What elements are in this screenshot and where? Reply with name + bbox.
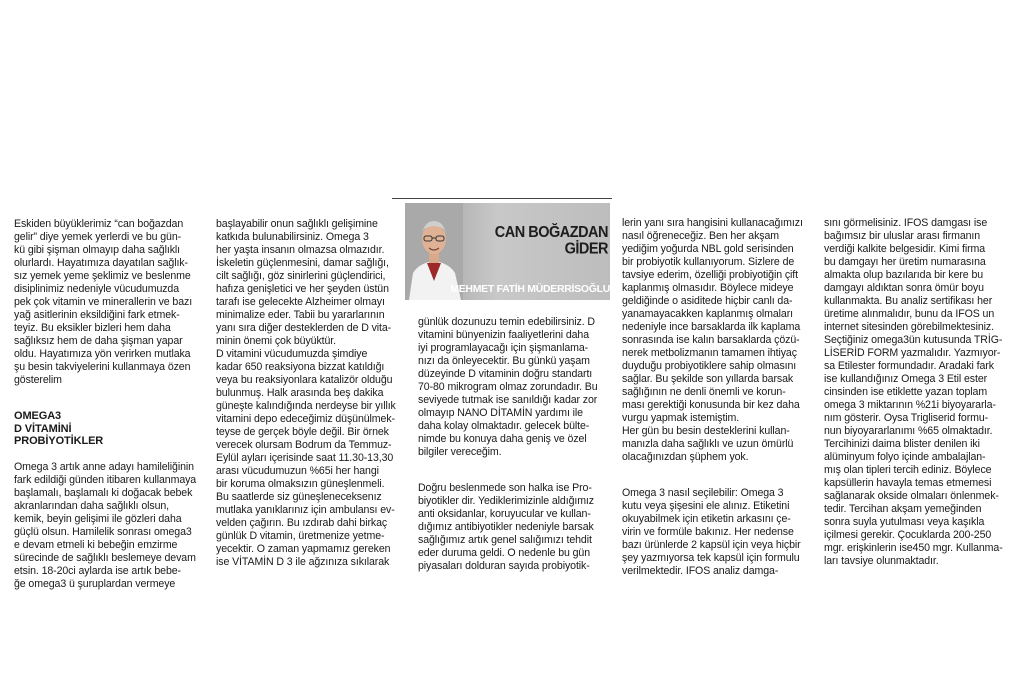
paragraph: başlayabilir onun sağlıklı gelişimine katkıda bulunabilirsiniz. Omega 3 her yaşta insanın olmazsa olmazıdır. İskeletin güçlenmesini, damar sağlığı, cilt sağlığı, göz sinirlerini güçlendirici, hafıza genişletici ve her şeyden üstün tarafı ise gelecekte Alzheimer olmayı minimalize eder. Tabii bu yararlarının yanı sıra diğer desteklerden de D vita- minin önemi çok büyüktür. D vitamini vücudumuzda şimdiye kadar 650 reaksiyona bizzat katıldığı veya bu reaksiyonlara katalizör olduğu bulunmuş. Halk arasında beş dakika güneşte kalındığında nerdeyse bir yıllık vitamini depo edeceğimiz düşünülmek- teyse de gerçek böyle değil. Bir örnek verecek olursam Bodrum da Temmuz- Eylül ayları içerisinde saat 11.30-13,30 arası vücudumuzun %65i her hangi bir koruma olmaksızın güneşlenmeli. Bu saatlerde siz güneşleneceksenız mutlaka yanıklarınız için ambulansı ev- velden çağırın. Bu ızdırab dahi birkaç günlük D vitamin, üretmenize yetme- yecektir. O zaman yapmamız gereken ise VİTAMİN D 3 ile ağzınıza sıkılarak	[216, 218, 396, 568]
text-column-4	[622, 204, 812, 601]
section-heading: OMEGA3 D VİTAMİNİ PROBİYOTİKLER	[14, 410, 104, 447]
text-column-1	[14, 205, 200, 614]
paragraph: Doğru beslenmede son halka ise Pro- biyotikler dir. Yediklerimizinle aldığımız anti oksidanlar, koruyucular ve kullan- dığımız antibiyotikler nedeniyle barsak sağlığımız artık genel salığımızı tehdit eder duruma geldi. O nedenle bu gün piyasaları dolduran sayıda probiyotik-	[418, 482, 594, 572]
column-title: CAN BOĞAZDAN GİDER	[494, 224, 608, 258]
text-column-3	[418, 303, 614, 596]
paragraph: Omega 3 nasıl seçilebilir: Omega 3 kutu veya şişesini ele alınız. Etiketini okuyabilmek için etiketin arkasını çe- virin ve formüle bakınız. Her nedense bazı ürünlerde 2 kapsül için veya hiçbir şey yazmıyorsa tek kapsül için formulu verilmektedir. IFOS analiz damga-	[622, 487, 801, 577]
text-column-2	[216, 205, 404, 592]
paragraph: günlük dozunuzu temin edebilirsiniz. D vitamini bünyenizin faaliyetlerini daha iyi programlayacağı için şişmanlama- nızı da önleyecektir. Bu günkü yaşam düzeyinde D vitaminin doğru standartı 70-80 mikrogram olmaz zorundadır. Bu seviyede tutmak ise sanıldığı kadar zor olmayıp NANO DİTAMİN yardımı ile daha kolay olmaktadır. gelecek bülte- nimde bu konuya daha geniş ve özel bilgiler vereceğim.	[418, 316, 598, 458]
paragraph: sını görmelisiniz. IFOS damgası ise bağımsız bir uluslar arası firmanın verdiği kalkite belgesidir. Kimi firma bu damgayı her üretim numarasına almakta olup bazılarıda bir kere bu damgayı aldıktan sonra ömür boyu kullanmakta. Bu analiz sertifikası her üretime alınmalıdır, bunu da IFOS un internet sitesinden görebilmektesiniz. Seçtiğiniz omega3ün kutusunda TRİG- LİSERİD FORM yazmalıdır. Yazmıyor- sa Etilester formundadır. Aradaki fark ise kullandığınız Omega 3 Etil ester cinsinden ise etiklette yazan toplam omega 3 miktarının %21i biyoyararla- nım gösterir. Oysa Trigliserid formu- nun biyoyararlanımı %65 olmaktadır. Tercihinizi daima blister denilen iki alüminyum folyo içinde ambalajlan- mış olan tipleri tercih ediniz. Böylece kapsüllerin havayla temas etmemesi sağlanarak okside olmaları önlenmek- tedir. Tercihan akşam yemeğinden sonra suyla yutulması veya kaşıkla içilmesi gerekir. Çocuklarda 200-250 mgr. erişkinlerin ise450 mgr. Kullanma- ları tavsiye olunmaktadır.	[824, 217, 1003, 567]
column-banner	[405, 203, 610, 300]
paragraph: Omega 3 artık anne adayı hamileliğinin fark edildiği günden itibaren kullanmaya başlamalı, başlamalı ki doğacak bebek akranlarından daha sağlıklı olsun, kemik, beyin gelişimi ile gözleri daha güçlü olsun. Hamilelik sonrası omega3 e devam etmeli ki bebeğin emzirme sürecinde de sağlıklı beslemeye devam etsin. 18-20ci aylarda ise artık bebe- ğe omega3 ü şuruplardan vermeye	[14, 460, 197, 590]
text-column-5	[824, 204, 1014, 591]
paragraph: lerin yanı sıra hangisini kullanacağımızı nasıl öğreneceğiz. Ben her akşam yediğim yoğurda NBL gold serisinden bir probiyotik kullanıyorum. Sizlere de tavsiye ederim, özelliği probiyotiğin çift kaplanmış olmasıdır. Böylece mideye geldiğinde o asiditede hiçbir canlı da- yanamayacakken kaplanmış olmaları nedeniyle ince barsaklarda ilk kaplama sonrasında ise kalın barsaklarda çözü- nerek metbolizmanın tamamen ihtiyaç duyduğu probiyotiklere sahip olmasını sağlar. Bu şekilde son yıllarda barsak sağlığının ne denli önemli ve korun- ması gerektiği konusunda bir kez daha vurgu yapmak istemiştim. Her gün bu besin desteklerini kullan- manızla daha sağlıklı ve uzun ömürlü olacağınızdan şüphem yok.	[622, 217, 803, 463]
header-rule	[392, 198, 612, 199]
author-name: MEHMET FATİH MÜDERRİSOĞLU	[450, 283, 610, 295]
paragraph: Eskiden büyüklerimiz “can boğazdan gelir” diye yemek yerlerdi ve bu gün- kü gibi şişman olmayıp daha sağlıklı olurlardı. Hayatımıza dayatılan sağlık- sız yemek yeme şeklimiz ve beslenme disiplinimiz nedeniyle vücudumuzda pek çok vitamin ve minerallerin ve bazı yağ asitlerinin eksildiğini fark etmek- teyiz. Bu eksikler bizleri hem daha sağlıksız hem de daha şişman yapar oldu. Hayatımıza yön verirken mutlaka şu besin takviyelerini kullanmaya özen gösterelim	[14, 218, 193, 386]
